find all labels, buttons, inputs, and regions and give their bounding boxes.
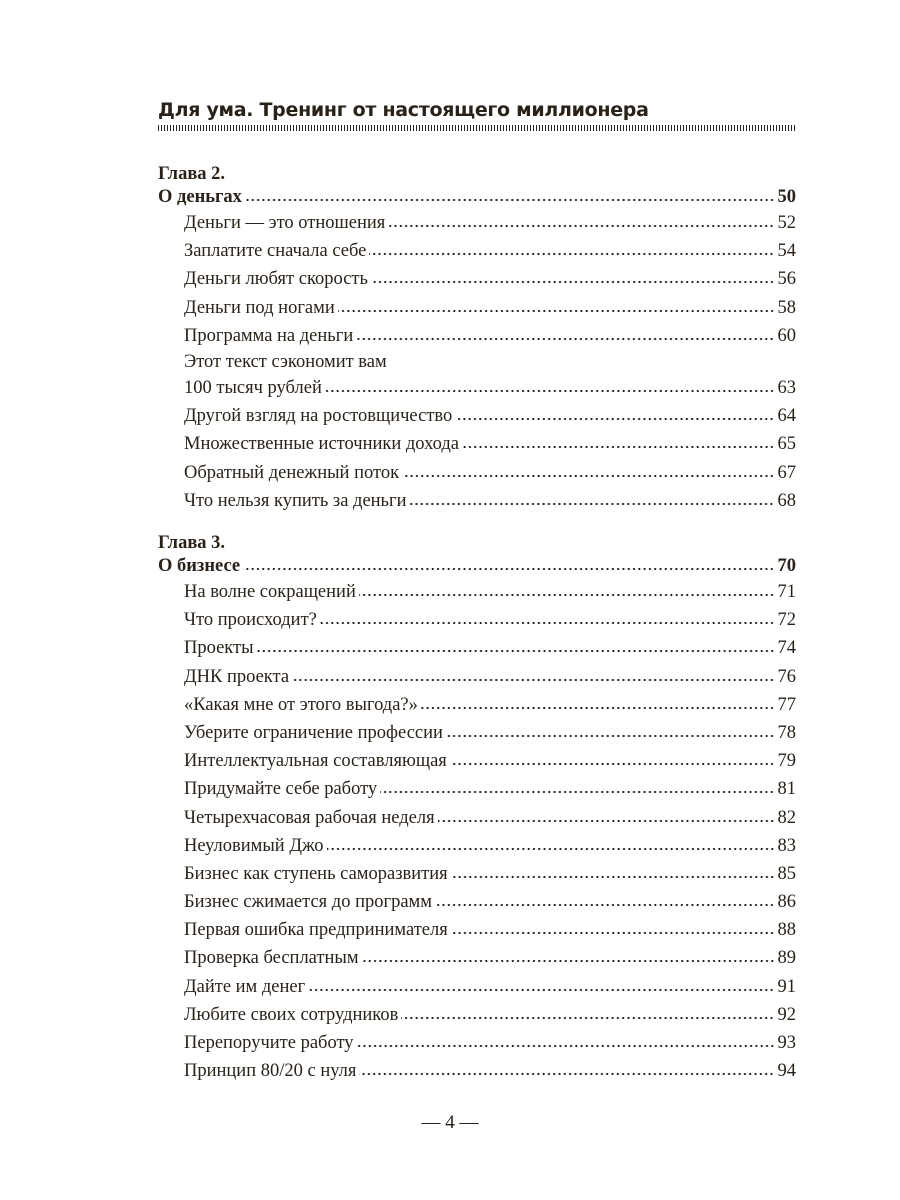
toc-entry[interactable] bbox=[158, 459, 796, 487]
toc-entry-title: «Какая мне от этого выгода?» bbox=[184, 694, 418, 715]
toc-entry-page: 52 bbox=[777, 213, 796, 233]
running-header-title: Для ума. Тренинг от настоящего миллионера bbox=[158, 99, 649, 121]
toc-entry[interactable] bbox=[158, 294, 796, 322]
toc-entry-page: 94 bbox=[777, 1061, 796, 1082]
dot-leader bbox=[359, 593, 775, 597]
toc-entry[interactable] bbox=[158, 1001, 796, 1029]
toc-entry[interactable] bbox=[158, 832, 796, 860]
toc-entry[interactable] bbox=[158, 1029, 796, 1057]
toc-entry-title: О бизнесе bbox=[158, 556, 241, 576]
dot-leader bbox=[338, 309, 775, 313]
chapter-label: Глава 2. bbox=[158, 164, 226, 184]
dot-leader bbox=[462, 445, 775, 449]
toc-entry-page: 56 bbox=[777, 269, 796, 290]
toc-entry[interactable] bbox=[158, 888, 796, 916]
toc-entry-page: 85 bbox=[777, 863, 796, 884]
dot-leader bbox=[402, 474, 774, 478]
dot-leader bbox=[421, 706, 775, 710]
chapter-title-row[interactable] bbox=[158, 554, 796, 578]
toc-entry-title: О деньгах bbox=[158, 187, 242, 207]
dot-leader bbox=[401, 1016, 774, 1020]
toc-entry-title-line1: Этот текст сэкономит вам bbox=[184, 351, 387, 372]
dot-leader bbox=[371, 280, 775, 284]
toc-entry-title: Обратный денежный поток bbox=[184, 462, 400, 483]
toc-entry-page: 92 bbox=[777, 1004, 796, 1025]
dot-leader bbox=[308, 988, 774, 992]
toc-entry-page: 93 bbox=[777, 1033, 796, 1053]
toc-entry[interactable] bbox=[158, 634, 796, 662]
toc-entry[interactable] bbox=[158, 804, 796, 832]
toc-entry[interactable] bbox=[158, 973, 796, 1001]
toc-entry-title: Проверка бесплатным bbox=[184, 948, 359, 969]
toc-entry-page: 64 bbox=[777, 406, 796, 427]
dot-leader bbox=[320, 621, 775, 625]
toc-entry-page: 82 bbox=[777, 807, 796, 828]
dot-leader bbox=[327, 847, 775, 851]
dot-leader bbox=[356, 337, 774, 341]
toc-entry-page: 88 bbox=[777, 920, 796, 941]
toc-entry-title: Что происходит? bbox=[184, 610, 317, 631]
toc-entry-title: Придумайте себе работу bbox=[184, 779, 378, 800]
toc-entry[interactable] bbox=[158, 430, 796, 458]
dot-leader bbox=[380, 790, 774, 794]
toc-entry-title: Любите своих сотрудников bbox=[184, 1004, 399, 1025]
toc-entry-page: 63 bbox=[777, 377, 796, 398]
toc-entry-title: Четырехчасовая рабочая неделя bbox=[184, 807, 435, 828]
toc-entry-page: 67 bbox=[777, 462, 796, 483]
toc-entry[interactable] bbox=[158, 860, 796, 888]
toc-entry[interactable] bbox=[158, 916, 796, 944]
toc-entry[interactable] bbox=[158, 487, 796, 515]
toc-entry-page: 77 bbox=[777, 694, 796, 715]
dot-leader bbox=[362, 959, 775, 963]
toc-entry-page: 74 bbox=[777, 638, 796, 659]
toc-entry-page: 70 bbox=[777, 556, 796, 576]
toc-entry-title: Бизнес как ступень саморазвития bbox=[184, 863, 448, 884]
toc-entry-title: Интеллектуальная составляющая bbox=[184, 751, 447, 772]
toc-entry-page: 78 bbox=[777, 722, 796, 743]
toc-entry-title: На волне сокращений bbox=[184, 582, 356, 602]
toc-entry[interactable] bbox=[158, 209, 796, 237]
toc-entry-title: Что нельзя купить за деньги bbox=[184, 490, 407, 511]
dot-leader bbox=[455, 417, 774, 421]
toc-entry[interactable] bbox=[158, 944, 796, 972]
toc-entry[interactable] bbox=[158, 237, 796, 265]
toc-entry-title: Первая ошибка предпринимателя bbox=[184, 920, 448, 941]
toc-entry-page: 86 bbox=[777, 892, 796, 913]
dot-leader bbox=[438, 819, 775, 823]
dot-leader bbox=[369, 252, 774, 256]
toc-entry-page: 91 bbox=[777, 976, 796, 997]
toc-entry-title: Программа на деньги bbox=[184, 325, 354, 346]
toc-entry-page: 68 bbox=[777, 490, 796, 511]
dot-leader bbox=[325, 389, 775, 393]
toc-entry-title: Деньги любят скорость bbox=[184, 269, 368, 290]
header-rule bbox=[158, 125, 796, 131]
dot-leader bbox=[357, 1044, 775, 1048]
toc-entry-title: 100 тысяч рублей bbox=[184, 377, 322, 398]
dot-leader bbox=[257, 649, 775, 653]
toc-entry-title: Бизнес сжимается до программ bbox=[184, 892, 432, 913]
toc-entry-title: Перепоручите работу bbox=[184, 1033, 354, 1053]
toc-entry-title: Множественные источники дохода bbox=[184, 434, 459, 455]
dot-leader bbox=[446, 734, 775, 738]
dot-leader bbox=[435, 903, 775, 907]
toc-entry-page: 54 bbox=[777, 241, 796, 262]
toc-entry-title: Проекты bbox=[184, 638, 254, 659]
chapter-label: Глава 3. bbox=[158, 533, 226, 553]
toc-entry[interactable] bbox=[158, 265, 796, 293]
toc-entry[interactable] bbox=[158, 374, 796, 402]
toc-entry-page: 60 bbox=[777, 325, 796, 346]
toc-entry[interactable] bbox=[158, 719, 796, 747]
chapter-3-block bbox=[158, 532, 796, 1085]
toc-entry-page: 89 bbox=[777, 948, 796, 969]
toc-entry-page: 76 bbox=[777, 666, 796, 687]
toc-entry-title: ДНК проекта bbox=[184, 666, 290, 687]
toc-entry-page: 81 bbox=[777, 779, 796, 800]
toc-entry[interactable] bbox=[158, 775, 796, 803]
dot-leader bbox=[243, 567, 774, 571]
toc-entry[interactable] bbox=[158, 747, 796, 775]
toc-entry-page: 58 bbox=[777, 297, 796, 318]
toc-entry-title: Другой взгляд на ростовщичество bbox=[184, 406, 453, 427]
dot-leader bbox=[388, 224, 774, 228]
toc-entry-page: 79 bbox=[777, 751, 796, 772]
toc-entry-title: Деньги — это отношения bbox=[184, 213, 386, 233]
toc-entry-page: 72 bbox=[777, 610, 796, 631]
toc-entry[interactable] bbox=[158, 1057, 796, 1085]
toc-entry[interactable] bbox=[158, 402, 796, 430]
toc-entry-page: 50 bbox=[777, 187, 796, 207]
toc-entry[interactable] bbox=[158, 691, 796, 719]
dot-leader bbox=[409, 502, 774, 506]
dot-leader bbox=[451, 875, 775, 879]
toc-entry[interactable] bbox=[158, 606, 796, 634]
dot-leader bbox=[245, 198, 775, 202]
dot-leader bbox=[450, 762, 775, 766]
dot-leader bbox=[292, 678, 774, 682]
toc-entry-title: Деньги под ногами bbox=[184, 297, 335, 318]
chapter-2-block bbox=[158, 163, 796, 515]
toc-entry-title: Заплатите сначала себе bbox=[184, 241, 367, 262]
running-header bbox=[158, 98, 796, 131]
toc-entry-page: 65 bbox=[777, 434, 796, 455]
toc-entry-page: 83 bbox=[777, 835, 796, 856]
chapter-title-row[interactable] bbox=[158, 185, 796, 209]
toc-entry-title: Принцип 80/20 с нуля bbox=[184, 1061, 357, 1082]
toc-entry[interactable] bbox=[158, 663, 796, 691]
toc-entry-title: Неуловимый Джо bbox=[184, 835, 324, 856]
toc-entry-title: Уберите ограничение профессии bbox=[184, 722, 443, 743]
toc-entry[interactable] bbox=[158, 322, 796, 350]
toc-entry-title: Дайте им денег bbox=[184, 976, 306, 997]
toc-entry-page: 71 bbox=[777, 582, 796, 602]
dot-leader bbox=[451, 931, 775, 935]
page-number: — 4 — bbox=[421, 1112, 479, 1133]
toc-entry[interactable] bbox=[158, 578, 796, 606]
dot-leader bbox=[359, 1072, 774, 1076]
